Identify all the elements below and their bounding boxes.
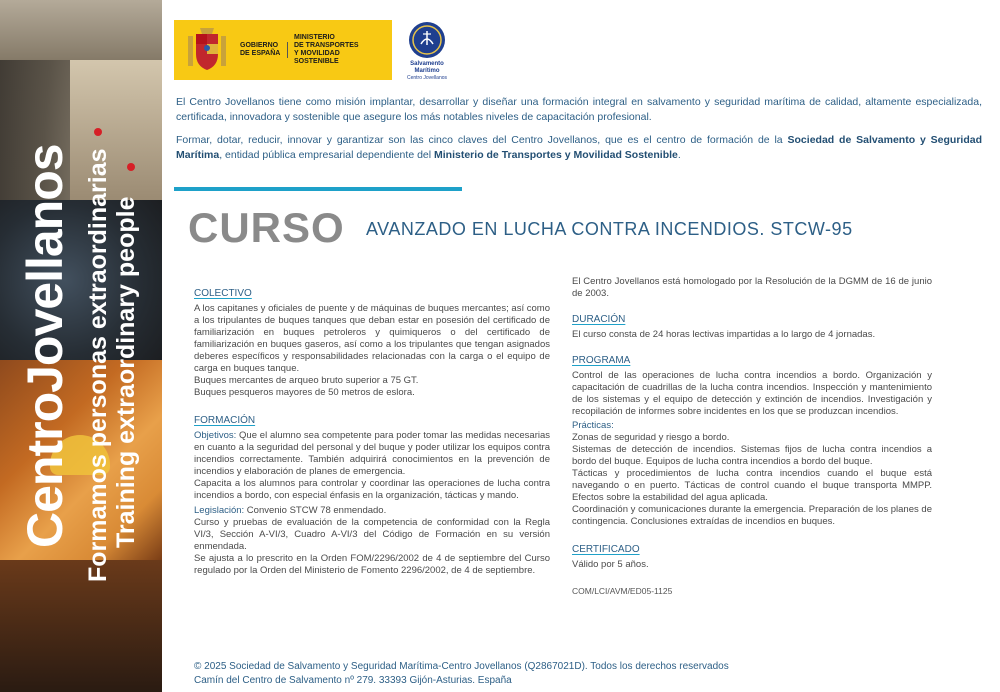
tagline-dot-icon (94, 128, 102, 136)
right-column (572, 276, 932, 597)
government-logo (174, 20, 392, 80)
ministry-line: DE TRANSPORTES (294, 42, 359, 49)
colectivo-text: Buques pesqueros mayores de 50 metros de eslora. (194, 387, 415, 398)
side-photo-band (0, 0, 162, 692)
course-code: COM/LCI/AVM/ED05-1125 (572, 586, 673, 596)
intro-text (176, 95, 982, 171)
ministry-line: Y MOVILIDAD SOSTENIBLE (294, 50, 340, 65)
legislacion-text: Se ajusta a lo prescrito en la Orden FOM/2296/2002 de 4 de septiembre del Curso regulado por la Orden del Ministerio de Fomento 2296/2002, de 4 de septiembre. (194, 553, 550, 576)
gov-line: DE ESPAÑA (240, 50, 281, 57)
gov-line: GOBIERNO (240, 42, 279, 49)
ministry-name: Ministerio de Transportes y Movilidad Sostenible (434, 149, 678, 161)
footer (194, 660, 729, 688)
intro-paragraph-keys (176, 133, 982, 163)
photo-segment (0, 560, 162, 692)
section-heading-formacion: FORMACIÓN (194, 415, 256, 426)
section-heading-colectivo: COLECTIVO (194, 288, 252, 299)
practicas-text: Sistemas de detección de incendios. Sistemas fijos de lucha contra incendios a bordo del buque. Equipos de lucha contra incendios a bordo del buque. (572, 444, 932, 467)
programa-text: Control de las operaciones de lucha contra incendios a bordo. Organización y capacitación de cuadrillas de la lucha contra incendios. Inspección y mantenimiento de los sistemas y el equipo de detección y extinción de incendios. Investigación y recopilación de informes sobre incidentes en los que se produzcan incendios. (572, 370, 932, 417)
duracion-text: El curso consta de 24 horas lectivas impartidas a lo largo de 4 jornadas. (572, 329, 876, 340)
certificado-text: Válido por 5 años. (572, 559, 649, 570)
ministry-text (294, 34, 386, 66)
legislacion-label: Legislación: (194, 505, 245, 516)
address-line: Camín del Centro de Salvamento nº 279. 33393 Gijón-Asturias. España (194, 675, 512, 686)
tagline-dot-icon (127, 163, 135, 171)
legislacion-body: Convenio STCW 78 enmendado. (244, 505, 387, 516)
coat-of-arms-icon (186, 28, 228, 72)
section-heading-duracion: DURACIÓN (572, 314, 626, 325)
curso-heading: CURSO (188, 204, 345, 251)
objetivos-body: Que el alumno sea competente para poder tomar las medidas necesarias en cuanto a la seguridad del personal y del buque y poder utilizar los equipos contra incendios correctamente. También adquirirá conocimientos en la prevención de incendios y elaboración de planes de emergencia. (194, 430, 550, 477)
salvamento-maritimo-logo (398, 22, 456, 82)
practicas-heading: Prácticas: (572, 420, 614, 431)
brand-vertical-title: CentroJovellanos (17, 144, 73, 548)
photo-segment (0, 0, 162, 60)
colectivo-text: A los capitanes y oficiales de puente y de máquinas de buques mercantes; así como a los tripulantes de buques tanques que deban estar en posesión del certificado de familiarización en buques petroleros y quimiqueros o del certificado de familiarización en buques gaseros, así como a los tripulantes que tengan asignados deberes específicos y responsabilidades relacionadas con la carga o el equipo de carga en buques tanque. (194, 303, 550, 374)
course-title: AVANZADO EN LUCHA CONTRA INCENDIOS. STCW-95 (366, 219, 853, 239)
org-name: Sociedad de Salvamento y Seguridad Marítima (176, 134, 982, 161)
colectivo-text: Buques mercantes de arqueo bruto superior a 75 GT. (194, 375, 419, 386)
section-heading-programa: PROGRAMA (572, 355, 631, 366)
objetivos-text (194, 430, 550, 478)
homologacion-text: El Centro Jovellanos está homologado por la Resolución de la DGMM de 16 de junio de 2003. (572, 276, 932, 299)
intro-text-part: Formar, dotar, reducir, innovar y garantizar son las cinco claves del Centro Jovellanos, que es el centro de formación de la (176, 134, 788, 146)
tagline-english: Training extraordinary people (112, 196, 140, 548)
objetivos-text: Capacita a los alumnos para controlar y coordinar las operaciones de lucha contra incendios a bordo, con especial énfasis en la organización, tácticas y mando. (194, 478, 550, 501)
accent-divider (174, 187, 462, 191)
left-column (194, 280, 550, 577)
ministry-line: MINISTERIO (294, 34, 335, 41)
copyright-line: © 2025 Sociedad de Salvamento y Seguridad Marítima-Centro Jovellanos (Q2867021D). Todos los derechos reservados (194, 661, 729, 672)
intro-text-part: . (677, 149, 681, 161)
legislacion-text: Curso y pruebas de evaluación de la competencia de conformidad con la Regla VI/3, Sección A-VI/3, Cuadro A-VI/3 del Código de Formación en su versión enmendada. (194, 517, 550, 552)
section-heading-certificado: CERTIFICADO (572, 544, 640, 555)
legislacion-text (194, 505, 550, 517)
intro-text-part: , entidad pública empresarial dependiente del (219, 149, 435, 161)
tagline-spanish: Formamos personas extraordinarias (84, 148, 112, 582)
practicas-text: Coordinación y comunicaciones durante la emergencia. Preparación de los planes de contingencia. Conclusiones extraídas de incendios en buques. (572, 504, 932, 527)
practicas-text: Tácticas y procedimientos de lucha contra incendios cuando el buque está navegando o en puerto. Tácticas de control cuando el buque transporta MMPP. Efectos sobre la estabilidad del agua aplicada. (572, 468, 932, 503)
practicas-text: Zonas de seguridad y riesgo a bordo. (572, 432, 730, 443)
intro-paragraph-mission: El Centro Jovellanos tiene como misión implantar, desarrollar y diseñar una formación integral en salvamento y seguridad marítima de calidad, altamente especializada, certificada, innovadora y sostenible que asegure los más notables niveles de capacitación profesional. (176, 96, 982, 123)
ssm-name: Salvamento Marítimo (410, 61, 444, 74)
gov-text (240, 42, 288, 58)
ssm-subtitle: Centro Jovellanos (406, 75, 448, 81)
ssm-emblem-icon (409, 22, 445, 58)
objetivos-label: Objetivos: (194, 430, 237, 441)
